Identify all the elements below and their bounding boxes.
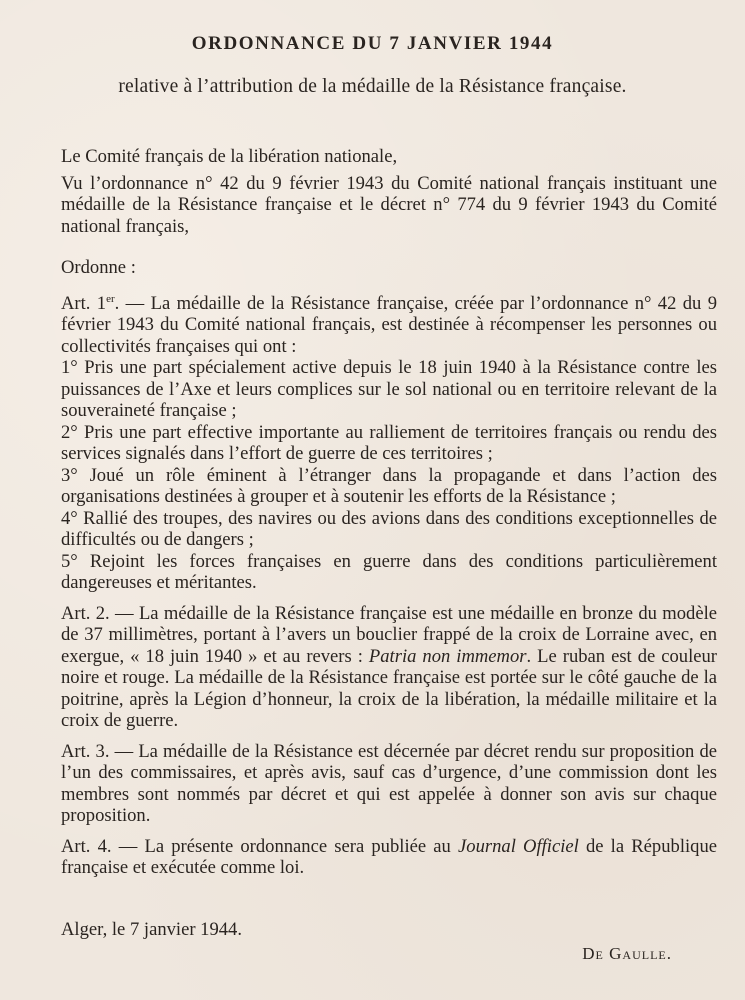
- article-2-motto: Patria non immemor: [368, 645, 527, 667]
- signature: De Gaulle.: [582, 944, 672, 963]
- document-subtitle: relative à l’attribution de la médaille de la Résistance française.: [118, 76, 627, 97]
- journal-officiel: Journal Officiel: [458, 835, 579, 857]
- article-1-text: La médaille de la Résistance française, créée par l’ordonnance n° 42 du 9 février 1943 du Comité national français, est destinée à récompenser les personnes ou collectivités françaises qui ont :: [61, 292, 717, 357]
- document-body: [61, 146, 717, 879]
- closing-place-date: Alger, le 7 janvier 1944.: [61, 919, 243, 940]
- document-title: ORDONNANCE DU 7 JANVIER 1944: [191, 33, 554, 54]
- article-1-item: 4° Rallié des troupes, des navires ou des avions dans des conditions exceptionnelles de difficultés ou de dangers ;: [61, 507, 717, 550]
- preamble-vu: Vu l’ordonnance n° 42 du 9 février 1943 du Comité national français instituant une médaille de la Résistance française et le décret n° 774 du 9 février 1943 du Comité national français,: [61, 172, 717, 237]
- article-1-label: Art. 1er. —: [61, 292, 145, 314]
- preamble-ordonne: Ordonne :: [61, 257, 136, 278]
- article-1-item: 2° Pris une part effective importante au ralliement de territoires français ou rendu des services signalés dans l’effort de guerre de ces territoires ;: [61, 421, 717, 464]
- article-1-item: 5° Rejoint les forces françaises en guerre dans des conditions particulièrement dangereuses et méritantes.: [61, 550, 717, 593]
- article-3: Art. 3. — La médaille de la Résistance est décernée par décret rendu sur proposition de l’un des commissaires, et après avis, sauf cas d’urgence, d’une commission dont les membres sont nommés par décret et qui est appelée à donner son avis sur chaque proposition.: [61, 740, 717, 826]
- article-4: Art. 4. — La présente ordonnance sera publiée au Journal Officiel de la République française et exécutée comme loi.: [61, 835, 717, 878]
- article-1-item: 1° Pris une part spécialement active depuis le 18 juin 1940 à la Résistance contre les puissances de l’Axe et leurs complices sur le sol national ou en territoire relevant de la souveraineté française ;: [61, 357, 717, 421]
- preamble-committee: Le Comité français de la libération nationale,: [61, 146, 398, 167]
- article-2: Art. 2. — La médaille de la Résistance française est une médaille en bronze du modèle de 37 millimètres, portant à l’avers un bouclier frappé de la croix de Lorraine avec, en exergue, « 18 juin 1940 » et au revers : Patria non immemor. Le ruban est de couleur noire et rouge. La médaille de la Résistance française est portée sur le côté gauche de la poitrine, après la Légion d’honneur, la croix de la libération, la médaille militaire et la croix de guerre.: [61, 602, 718, 731]
- article-1: [61, 293, 717, 358]
- article-1-item: 3° Joué un rôle éminent à l’étranger dans la propagande et dans l’action des organisations destinées à grouper et à soutenir les efforts de la Résistance ;: [61, 464, 717, 507]
